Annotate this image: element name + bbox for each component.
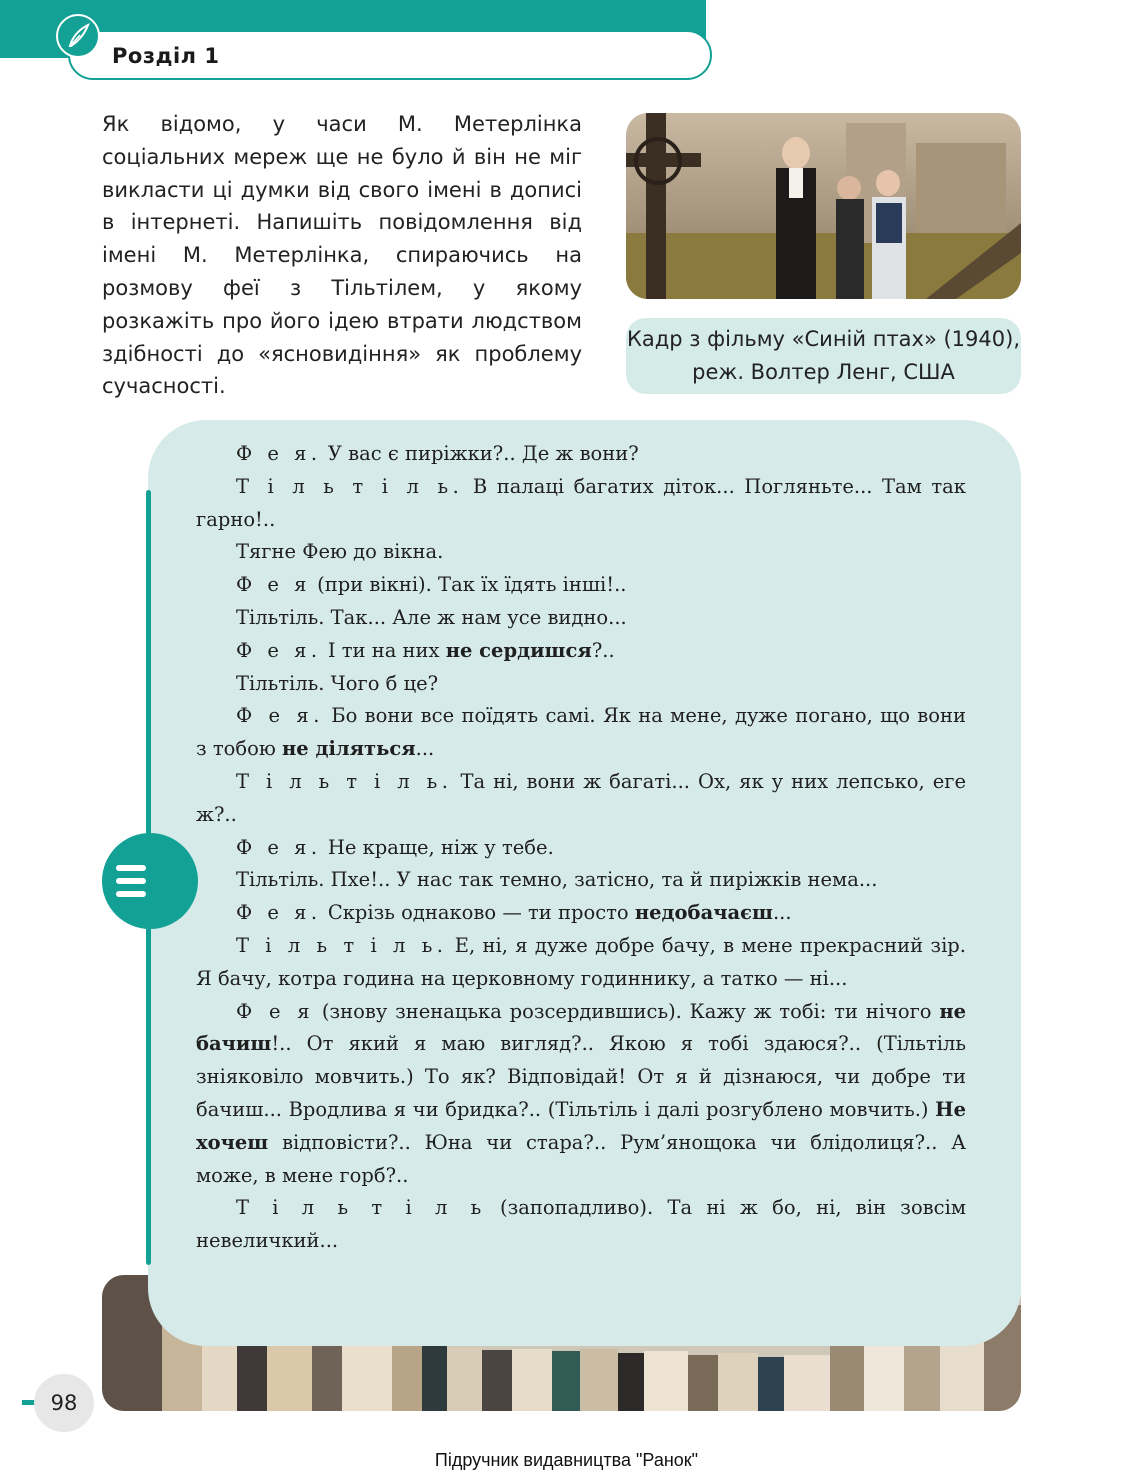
stage-direction: Тягне Фею до вікна.: [236, 540, 444, 564]
speaker-name: Ф е я.: [236, 901, 322, 925]
dialogue-line: Ф е я. І ти на них не сердишся?..: [236, 638, 615, 662]
photo-caption: Кадр з фільму «Синій птах» (1940), реж. Волтер Ленг, США: [626, 318, 1021, 394]
dialogue-line: Т і л ь т і л ь (запопадливо). Та ні ж бо, ні, він зовсім невеличкий...: [196, 1196, 966, 1253]
dialogue-excerpt: [196, 438, 966, 1258]
feather-logo-icon: [56, 14, 100, 58]
dialogue-line: Т і л ь т і л ь. В палаці багатих діток... Погляньте... Там так гарно!..: [196, 474, 966, 531]
dialogue-line: Ф е я (при вікні). Так їх їдять інші!..: [236, 573, 627, 597]
emphasis: не бачиш: [196, 999, 966, 1056]
text-fragment-icon: [102, 833, 198, 929]
dialogue-line: Тільтіль. Чого б це?: [236, 671, 439, 695]
task-paragraph: Як відомо, у часи М. Метерлінка соціальних мереж ще не було й він не міг викласти ці думки від свого імені в дописі в інтернеті. Напишіть повідомлення від імені М. Метерлінка, спираючись на розмову феї з Тільтілем, у якому розкажіть про його ідею втрати людством здібності до «ясновидіння» як проблему сучасності.: [102, 112, 582, 399]
speaker-name: Т і л ь т і л ь.: [236, 769, 453, 793]
publisher-footer: Підручник видавництва "Ранок": [434, 1450, 699, 1470]
emphasis: не сердишся: [445, 638, 592, 662]
dialogue-line: Ф е я. Скрізь однаково — ти просто недобачаєш...: [236, 901, 792, 925]
emphasis: не діляться: [282, 737, 416, 761]
speaker-name: Т і л ь т і л ь.: [236, 474, 464, 498]
speaker-name: Ф е я: [236, 999, 315, 1023]
speaker-name: Т і л ь т і л ь: [236, 1196, 486, 1220]
speaker-name: Ф е я: [236, 573, 311, 597]
film-still-image: [626, 113, 1021, 299]
dialogue-line: Ф е я. Бо вони все поїдять самі. Як на мене, дуже погано, що вони з тобою не діляться...: [196, 704, 967, 761]
speaker-name: Т і л ь т і л ь.: [236, 933, 448, 957]
dialogue-line: Т і л ь т і л ь. Е, ні, я дуже добре бачу, в мене прекрасний зір. Я бачу, котра година на церковному годиннику, а татко — ні...: [196, 933, 966, 990]
page-number: 98: [34, 1374, 94, 1432]
emphasis: Не хочеш: [196, 1097, 966, 1154]
dialogue-line: Ф е я (знову зненацька розсердившись). Кажу ж тобі: ти нічого не бачиш!.. От який я маю вигляд?.. Якою я тобі здаюся?.. (Тільтіль зніяковіло мовчить.) То як? Відповідай! От я й дізнаюся, чи добре ти бачиш... Вродлива я чи бридка?.. (Тільтіль і далі розгублено мовчить.) Не хочеш відповісти?.. Юна чи стара?.. Рум’янощока чи блідолиця?.. А може, в мене горб?..: [196, 999, 966, 1187]
speaker-name: Ф е я.: [236, 704, 324, 728]
emphasis: недобачаєш: [634, 901, 773, 925]
speaker-name: Ф е я.: [236, 835, 322, 859]
dialogue-line: Ф е я. У вас є пиріжки?.. Де ж вони?: [236, 442, 639, 465]
dialogue-line: Ф е я. Не краще, ніж у тебе.: [236, 835, 554, 859]
speaker-name: Ф е я.: [236, 442, 322, 465]
dialogue-line: Тільтіль. Так... Але ж нам усе видно...: [236, 605, 627, 629]
speaker-name: Ф е я.: [236, 638, 322, 662]
dialogue-line: Т і л ь т і л ь. Та ні, вони ж багаті... Ох, як у них лепсько, еге ж?..: [196, 769, 966, 826]
section-title: Розділ 1: [112, 44, 220, 68]
dialogue-line: Тільтіль. Пхе!.. У нас так темно, затісно, та й пиріжків нема...: [236, 868, 878, 892]
